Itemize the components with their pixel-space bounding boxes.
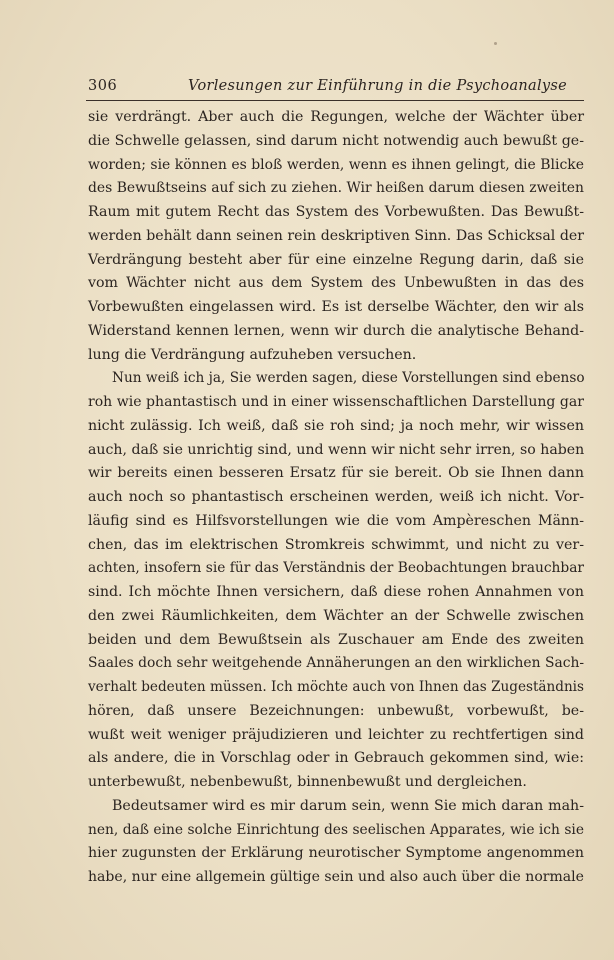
running-head: Vorlesungen zur Einführung in die Psychoanalyse <box>188 78 568 94</box>
text-line: unterbewußt, nebenbewußt, binnenbewußt und dergleichen. <box>88 774 527 790</box>
text-line: Bedeutsamer wird es mir darum sein, wenn Sie mich daran mah- <box>112 797 584 814</box>
text-line: auch noch so phantastisch erscheinen werden, weiß ich nicht. Vor- <box>88 489 584 505</box>
text-line: auch, daß sie unrichtig sind, und wenn wir nicht sehr irren, so haben <box>88 441 585 458</box>
page-number: 306 <box>88 78 118 94</box>
text-line: habe, nur eine allgemein gültige sein und also auch über die normale <box>88 869 584 885</box>
text-line: Saales doch sehr weitgehende Annäherungen an den wirklichen Sach- <box>88 655 585 672</box>
text-line: als andere, die in Vorschlag oder in Gebrauch gekommen sind, wie: <box>88 750 584 767</box>
paper-speck <box>494 42 497 45</box>
text-line: wußt weit weniger präjudizieren und leichter zu rechtfertigen sind <box>88 726 584 743</box>
text-line: verhalt bedeuten müssen. Ich möchte auch von Ihnen das Zugeständnis <box>88 679 584 695</box>
text-line: Vorbewußten eingelassen wird. Es ist derselbe Wächter, den wir als <box>88 299 584 315</box>
page-header <box>88 78 584 100</box>
text-line: vom Wächter nicht aus dem System des Unbewußten in das des <box>88 275 584 292</box>
text-line: Nun weiß ich ja, Sie werden sagen, diese Vorstellungen sind ebenso <box>112 370 585 387</box>
text-line: wir bereits einen besseren Ersatz für sie bereit. Ob sie Ihnen dann <box>88 465 584 482</box>
text-line: läufig sind es Hilfsvorstellungen wie die vom Ampèreschen Männ- <box>88 512 584 529</box>
text-line: des Bewußtseins auf sich zu ziehen. Wir heißen darum diesen zweiten <box>88 180 584 197</box>
text-line: die Schwelle gelassen, sind darum nicht notwendig auch bewußt ge- <box>88 132 584 149</box>
text-line: sind. Ich möchte Ihnen versichern, daß diese rohen Annahmen von <box>88 584 584 600</box>
text-line: chen, das im elektrischen Stromkreis schwimmt, und nicht zu ver- <box>88 536 584 553</box>
text-line: werden behält dann seinen rein deskriptiven Sinn. Das Schicksal der <box>88 227 584 244</box>
text-line: nen, daß eine solche Einrichtung des seelischen Apparates, wie ich sie <box>88 821 584 838</box>
text-line: Verdrängung besteht aber für eine einzelne Regung darin, daß sie <box>88 251 584 268</box>
text-line: Raum mit gutem Recht das System des Vorbewußten. Das Bewußt- <box>88 204 584 220</box>
text-line: Widerstand kennen lernen, wenn wir durch die analytische Behand- <box>88 322 584 339</box>
text-line: den zwei Räumlichkeiten, dem Wächter an der Schwelle zwischen <box>88 607 584 624</box>
text-line: achten, insofern sie für das Verständnis der Beobachtungen brauchbar <box>88 560 584 577</box>
text-line: roh wie phantastisch und in einer wissenschaftlichen Darstellung gar <box>88 394 584 410</box>
text-line: nicht zulässig. Ich weiß, daß sie roh sind; ja noch mehr, wir wissen <box>88 417 584 434</box>
text-line: hier zugunsten der Erklärung neurotischer Symptome angenommen <box>88 845 584 862</box>
text-line: beiden und dem Bewußtsein als Zuschauer am Ende des zweiten <box>88 631 584 648</box>
header-rule <box>86 100 584 101</box>
text-line: hören, daß unsere Bezeichnungen: unbewußt, vorbewußt, be- <box>88 702 584 719</box>
text-line: worden; sie können es bloß werden, wenn es ihnen gelingt, die Blicke <box>88 156 584 173</box>
body-text <box>88 106 584 890</box>
text-line: sie verdrängt. Aber auch die Regungen, welche der Wächter über <box>88 109 584 125</box>
text-line: lung die Verdrängung aufzuheben versuchen. <box>88 346 417 363</box>
